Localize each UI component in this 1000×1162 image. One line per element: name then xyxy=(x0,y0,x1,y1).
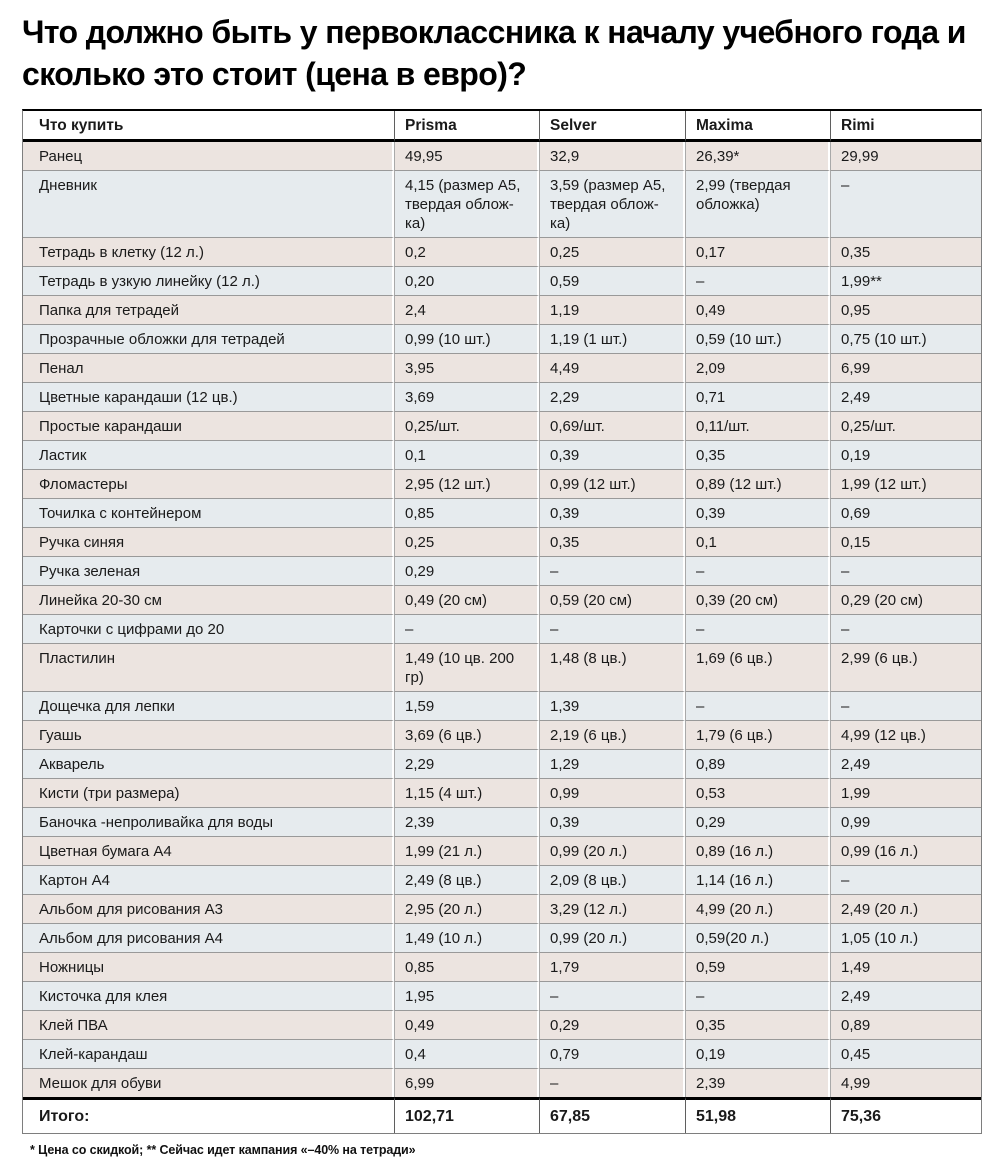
table-row xyxy=(23,643,981,691)
price-cell-rimi: 1,99 (12 шт.) xyxy=(830,469,981,498)
price-cell-prisma: 0,2 xyxy=(394,237,539,266)
item-name-cell: Дощечка для лепки xyxy=(23,691,394,720)
item-name-cell: Ножницы xyxy=(23,952,394,981)
price-cell-prisma: 2,95 (20 л.) xyxy=(394,894,539,923)
price-cell-rimi: 2,49 xyxy=(830,749,981,778)
item-name-cell: Фломастеры xyxy=(23,469,394,498)
price-cell-prisma: 1,49 (10 цв. 200 гр) xyxy=(394,643,539,691)
price-cell-rimi: 0,75 (10 шт.) xyxy=(830,324,981,353)
price-cell-maxima: 0,49 xyxy=(685,295,830,324)
price-cell-rimi: – xyxy=(830,865,981,894)
price-cell-rimi: 4,99 (12 цв.) xyxy=(830,720,981,749)
price-cell-prisma: 0,49 xyxy=(394,1010,539,1039)
price-cell-maxima: 0,11/шт. xyxy=(685,411,830,440)
price-cell-rimi: 0,29 (20 см) xyxy=(830,585,981,614)
table-row xyxy=(23,556,981,585)
table-row xyxy=(23,749,981,778)
price-cell-rimi: 4,99 xyxy=(830,1068,981,1097)
price-cell-rimi: 0,35 xyxy=(830,237,981,266)
price-cell-rimi: 1,99** xyxy=(830,266,981,295)
table-row xyxy=(23,295,981,324)
column-header-item: Что купить xyxy=(23,111,394,142)
price-cell-rimi: 0,99 (16 л.) xyxy=(830,836,981,865)
price-comparison-table xyxy=(22,109,982,1134)
table-row xyxy=(23,720,981,749)
item-name-cell: Акварель xyxy=(23,749,394,778)
price-cell-maxima: 0,35 xyxy=(685,440,830,469)
price-cell-prisma: 1,59 xyxy=(394,691,539,720)
price-cell-prisma: 1,49 (10 л.) xyxy=(394,923,539,952)
price-cell-rimi: – xyxy=(830,614,981,643)
price-cell-maxima: 0,1 xyxy=(685,527,830,556)
item-name-cell: Пенал xyxy=(23,353,394,382)
item-name-cell: Простые карандаши xyxy=(23,411,394,440)
price-cell-rimi: 0,69 xyxy=(830,498,981,527)
price-cell-rimi: 0,89 xyxy=(830,1010,981,1039)
price-cell-maxima: – xyxy=(685,691,830,720)
price-cell-rimi: 2,49 xyxy=(830,382,981,411)
item-name-cell: Кисточка для клея xyxy=(23,981,394,1010)
price-cell-selver: 0,39 xyxy=(539,498,685,527)
table-row xyxy=(23,382,981,411)
price-cell-prisma: 3,95 xyxy=(394,353,539,382)
table-row xyxy=(23,614,981,643)
price-cell-maxima: 26,39* xyxy=(685,142,830,170)
table-row xyxy=(23,142,981,170)
item-name-cell: Точилка с контейнером xyxy=(23,498,394,527)
price-cell-maxima: 0,89 (12 шт.) xyxy=(685,469,830,498)
price-cell-prisma: 3,69 xyxy=(394,382,539,411)
price-cell-maxima: 0,59 xyxy=(685,952,830,981)
item-name-cell: Дневник xyxy=(23,170,394,237)
price-cell-selver: 0,39 xyxy=(539,440,685,469)
item-name-cell: Тетрадь в клетку (12 л.) xyxy=(23,237,394,266)
item-name-cell: Клей ПВА xyxy=(23,1010,394,1039)
price-cell-maxima: 2,09 xyxy=(685,353,830,382)
table-row xyxy=(23,1010,981,1039)
table-row xyxy=(23,1039,981,1068)
price-cell-rimi: – xyxy=(830,556,981,585)
table-row xyxy=(23,266,981,295)
price-cell-rimi: 0,99 xyxy=(830,807,981,836)
price-cell-selver: 3,59 (размер А5, твердая облож-ка) xyxy=(539,170,685,237)
item-name-cell: Баночка -непроливайка для воды xyxy=(23,807,394,836)
price-cell-selver: 1,48 (8 цв.) xyxy=(539,643,685,691)
column-header-prisma: Prisma xyxy=(394,111,539,142)
price-cell-rimi: 0,95 xyxy=(830,295,981,324)
price-cell-selver: 2,29 xyxy=(539,382,685,411)
price-cell-selver: 1,19 (1 шт.) xyxy=(539,324,685,353)
price-cell-rimi: 2,49 xyxy=(830,981,981,1010)
price-cell-selver: – xyxy=(539,1068,685,1097)
price-cell-selver: 0,25 xyxy=(539,237,685,266)
total-prisma: 102,71 xyxy=(394,1097,539,1133)
price-cell-prisma: 2,39 xyxy=(394,807,539,836)
price-cell-maxima: – xyxy=(685,266,830,295)
price-cell-rimi: 2,99 (6 цв.) xyxy=(830,643,981,691)
item-name-cell: Цветные карандаши (12 цв.) xyxy=(23,382,394,411)
price-cell-rimi: 1,99 xyxy=(830,778,981,807)
price-cell-prisma: 1,99 (21 л.) xyxy=(394,836,539,865)
price-cell-prisma: 2,49 (8 цв.) xyxy=(394,865,539,894)
price-cell-maxima: 2,99 (твердая обложка) xyxy=(685,170,830,237)
price-cell-rimi: 1,49 xyxy=(830,952,981,981)
price-cell-prisma: 0,25/шт. xyxy=(394,411,539,440)
price-cell-prisma: 6,99 xyxy=(394,1068,539,1097)
footnote: * Цена со скидкой; ** Сейчас идет кампания «–40% на тетради» xyxy=(30,1143,416,1158)
price-cell-prisma: 0,29 xyxy=(394,556,539,585)
price-cell-maxima: 0,59 (10 шт.) xyxy=(685,324,830,353)
price-cell-prisma: 0,85 xyxy=(394,952,539,981)
table-row xyxy=(23,469,981,498)
price-cell-maxima: 1,14 (16 л.) xyxy=(685,865,830,894)
table-row xyxy=(23,1068,981,1097)
item-name-cell: Ластик xyxy=(23,440,394,469)
table-row xyxy=(23,324,981,353)
price-cell-prisma: 0,1 xyxy=(394,440,539,469)
table-row xyxy=(23,923,981,952)
price-cell-selver: – xyxy=(539,614,685,643)
item-name-cell: Кисти (три размера) xyxy=(23,778,394,807)
item-name-cell: Папка для тетрадей xyxy=(23,295,394,324)
price-cell-selver: 0,79 xyxy=(539,1039,685,1068)
column-header-maxima: Maxima xyxy=(685,111,830,142)
total-rimi: 75,36 xyxy=(830,1097,981,1133)
price-cell-rimi: – xyxy=(830,691,981,720)
item-name-cell: Альбом для рисования А4 xyxy=(23,923,394,952)
item-name-cell: Цветная бумага А4 xyxy=(23,836,394,865)
price-cell-prisma: 0,49 (20 см) xyxy=(394,585,539,614)
column-header-rimi: Rimi xyxy=(830,111,981,142)
price-cell-selver: 32,9 xyxy=(539,142,685,170)
price-cell-selver: 0,39 xyxy=(539,807,685,836)
price-cell-selver: 1,39 xyxy=(539,691,685,720)
item-name-cell: Картон А4 xyxy=(23,865,394,894)
price-cell-maxima: 0,35 xyxy=(685,1010,830,1039)
price-cell-prisma: 0,99 (10 шт.) xyxy=(394,324,539,353)
table-row xyxy=(23,440,981,469)
price-cell-prisma: 2,4 xyxy=(394,295,539,324)
price-cell-prisma: 3,69 (6 цв.) xyxy=(394,720,539,749)
price-cell-maxima: 0,59(20 л.) xyxy=(685,923,830,952)
price-cell-maxima: 0,39 xyxy=(685,498,830,527)
price-cell-rimi: 2,49 (20 л.) xyxy=(830,894,981,923)
price-cell-prisma: 49,95 xyxy=(394,142,539,170)
price-cell-maxima: 2,39 xyxy=(685,1068,830,1097)
table-row xyxy=(23,527,981,556)
price-cell-rimi: 29,99 xyxy=(830,142,981,170)
item-name-cell: Альбом для рисования А3 xyxy=(23,894,394,923)
price-cell-prisma: 4,15 (размер А5, твердая облож-ка) xyxy=(394,170,539,237)
price-cell-selver: 2,19 (6 цв.) xyxy=(539,720,685,749)
table-row xyxy=(23,778,981,807)
price-cell-maxima: 1,79 (6 цв.) xyxy=(685,720,830,749)
price-cell-maxima: 0,39 (20 см) xyxy=(685,585,830,614)
table-row xyxy=(23,865,981,894)
table-row xyxy=(23,691,981,720)
item-name-cell: Гуашь xyxy=(23,720,394,749)
total-label: Итого: xyxy=(23,1097,394,1133)
price-cell-selver: 0,99 (20 л.) xyxy=(539,836,685,865)
price-cell-selver: 0,29 xyxy=(539,1010,685,1039)
total-maxima: 51,98 xyxy=(685,1097,830,1133)
price-cell-selver: 0,69/шт. xyxy=(539,411,685,440)
price-cell-rimi: 0,15 xyxy=(830,527,981,556)
price-cell-selver: 0,59 xyxy=(539,266,685,295)
price-cell-prisma: 2,29 xyxy=(394,749,539,778)
price-cell-selver: 2,09 (8 цв.) xyxy=(539,865,685,894)
table-row xyxy=(23,894,981,923)
price-cell-maxima: 0,89 xyxy=(685,749,830,778)
price-cell-selver: 0,99 xyxy=(539,778,685,807)
price-cell-selver: 4,49 xyxy=(539,353,685,382)
table-row xyxy=(23,498,981,527)
price-cell-maxima: 0,29 xyxy=(685,807,830,836)
table-row xyxy=(23,952,981,981)
total-selver: 67,85 xyxy=(539,1097,685,1133)
price-cell-maxima: 0,19 xyxy=(685,1039,830,1068)
table-row xyxy=(23,836,981,865)
price-cell-prisma: 0,20 xyxy=(394,266,539,295)
price-cell-selver: 1,29 xyxy=(539,749,685,778)
price-cell-rimi: 6,99 xyxy=(830,353,981,382)
column-header-selver: Selver xyxy=(539,111,685,142)
price-cell-rimi: 0,19 xyxy=(830,440,981,469)
item-name-cell: Карточки с цифрами до 20 xyxy=(23,614,394,643)
item-name-cell: Ранец xyxy=(23,142,394,170)
price-cell-maxima: 4,99 (20 л.) xyxy=(685,894,830,923)
price-cell-selver: 0,59 (20 см) xyxy=(539,585,685,614)
price-cell-prisma: 1,15 (4 шт.) xyxy=(394,778,539,807)
price-cell-maxima: 1,69 (6 цв.) xyxy=(685,643,830,691)
item-name-cell: Клей-карандаш xyxy=(23,1039,394,1068)
item-name-cell: Линейка 20-30 см xyxy=(23,585,394,614)
table-row xyxy=(23,585,981,614)
price-cell-prisma: 0,85 xyxy=(394,498,539,527)
price-cell-selver: 0,99 (12 шт.) xyxy=(539,469,685,498)
price-cell-selver: – xyxy=(539,556,685,585)
price-cell-selver: 0,35 xyxy=(539,527,685,556)
item-name-cell: Ручка зеленая xyxy=(23,556,394,585)
price-cell-prisma: 1,95 xyxy=(394,981,539,1010)
item-name-cell: Тетрадь в узкую линейку (12 л.) xyxy=(23,266,394,295)
price-cell-maxima: 0,71 xyxy=(685,382,830,411)
price-cell-maxima: 0,53 xyxy=(685,778,830,807)
price-cell-prisma: 0,25 xyxy=(394,527,539,556)
price-cell-maxima: – xyxy=(685,614,830,643)
page-title: Что должно быть у первоклассника к началу учебного года и сколько это стоит (цена в евро)? xyxy=(22,14,966,92)
price-cell-prisma: 0,4 xyxy=(394,1039,539,1068)
price-cell-selver: 3,29 (12 л.) xyxy=(539,894,685,923)
price-cell-selver: 1,19 xyxy=(539,295,685,324)
price-cell-selver: 0,99 (20 л.) xyxy=(539,923,685,952)
price-cell-rimi: 0,45 xyxy=(830,1039,981,1068)
price-cell-maxima: 0,17 xyxy=(685,237,830,266)
price-cell-rimi: 0,25/шт. xyxy=(830,411,981,440)
table-header-row xyxy=(23,111,981,142)
price-cell-prisma: – xyxy=(394,614,539,643)
price-cell-selver: – xyxy=(539,981,685,1010)
price-cell-maxima: – xyxy=(685,556,830,585)
item-name-cell: Мешок для обуви xyxy=(23,1068,394,1097)
price-cell-selver: 1,79 xyxy=(539,952,685,981)
item-name-cell: Ручка синяя xyxy=(23,527,394,556)
item-name-cell: Пластилин xyxy=(23,643,394,691)
price-cell-rimi: – xyxy=(830,170,981,237)
table-row xyxy=(23,170,981,237)
price-cell-prisma: 2,95 (12 шт.) xyxy=(394,469,539,498)
table-row xyxy=(23,981,981,1010)
table-row xyxy=(23,237,981,266)
table-row xyxy=(23,411,981,440)
price-cell-maxima: – xyxy=(685,981,830,1010)
price-cell-rimi: 1,05 (10 л.) xyxy=(830,923,981,952)
item-name-cell: Прозрачные обложки для тетрадей xyxy=(23,324,394,353)
table-row xyxy=(23,807,981,836)
table-row xyxy=(23,353,981,382)
price-cell-maxima: 0,89 (16 л.) xyxy=(685,836,830,865)
total-row xyxy=(23,1097,981,1133)
